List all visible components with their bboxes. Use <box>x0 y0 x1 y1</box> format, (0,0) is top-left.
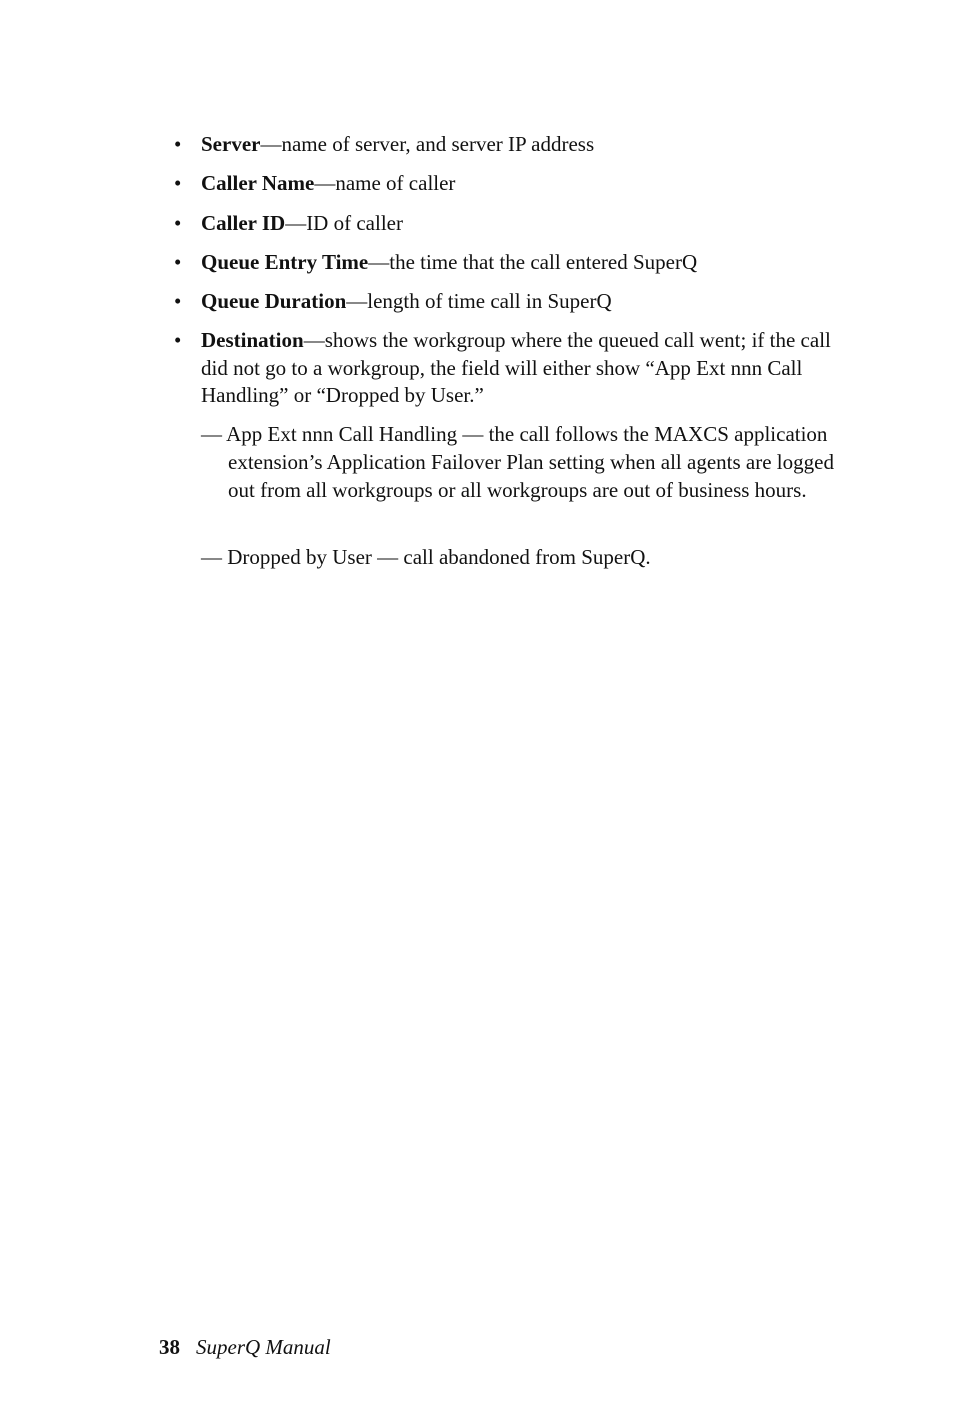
term-description: —name of server, and server IP address <box>260 132 595 156</box>
list-item-server <box>174 131 844 159</box>
list-item-queue-duration <box>174 288 844 316</box>
term-label: Queue Duration <box>201 289 347 313</box>
bullet-marker: • <box>174 132 182 156</box>
term-description: —length of time call in SuperQ <box>346 289 612 313</box>
term-description: —shows the workgroup where the queued call went; if the call did not go to a workgroup, the field will either show “App Ext nnn Call Handling” or “Dropped by User.” <box>201 328 831 407</box>
bullet-marker: • <box>174 250 182 274</box>
term-label: Queue Entry Time <box>201 250 369 274</box>
list-item-text <box>201 131 844 159</box>
list-item-text <box>201 170 844 198</box>
term-description: —name of caller <box>314 171 456 195</box>
manual-title: SuperQ Manual <box>196 1335 331 1359</box>
list-item-destination <box>174 327 844 410</box>
list-item-text <box>201 327 844 410</box>
page-footer <box>159 1334 331 1360</box>
term-label: Destination <box>201 328 304 352</box>
bullet-marker: • <box>174 211 182 235</box>
list-item-caller-name <box>174 170 844 198</box>
list-item-caller-id <box>174 210 844 238</box>
sub-item-text: — Dropped by User — call abandoned from SuperQ. <box>201 545 651 569</box>
list-item-text <box>201 210 844 238</box>
bullet-marker: • <box>174 289 182 313</box>
list-item-text <box>201 249 844 277</box>
term-description: —the time that the call entered SuperQ <box>368 250 698 274</box>
list-item-queue-entry-time <box>174 249 844 277</box>
sub-item-text: — App Ext nnn Call Handling — the call follows the MAXCS application extension’s Application Failover Plan setting when all agents are logged out from all workgroups or all workgroups are out of business hours. <box>201 422 834 502</box>
term-label: Caller Name <box>201 171 315 195</box>
term-label: Caller ID <box>201 211 286 235</box>
sub-item-app-ext-call-handling <box>201 421 846 504</box>
term-label: Server <box>201 132 261 156</box>
bullet-marker: • <box>174 328 182 352</box>
bullet-marker: • <box>174 171 182 195</box>
list-item-text <box>201 288 844 316</box>
page-number: 38 <box>159 1335 180 1359</box>
sub-item-dropped-by-user <box>201 544 846 572</box>
term-description: —ID of caller <box>285 211 403 235</box>
